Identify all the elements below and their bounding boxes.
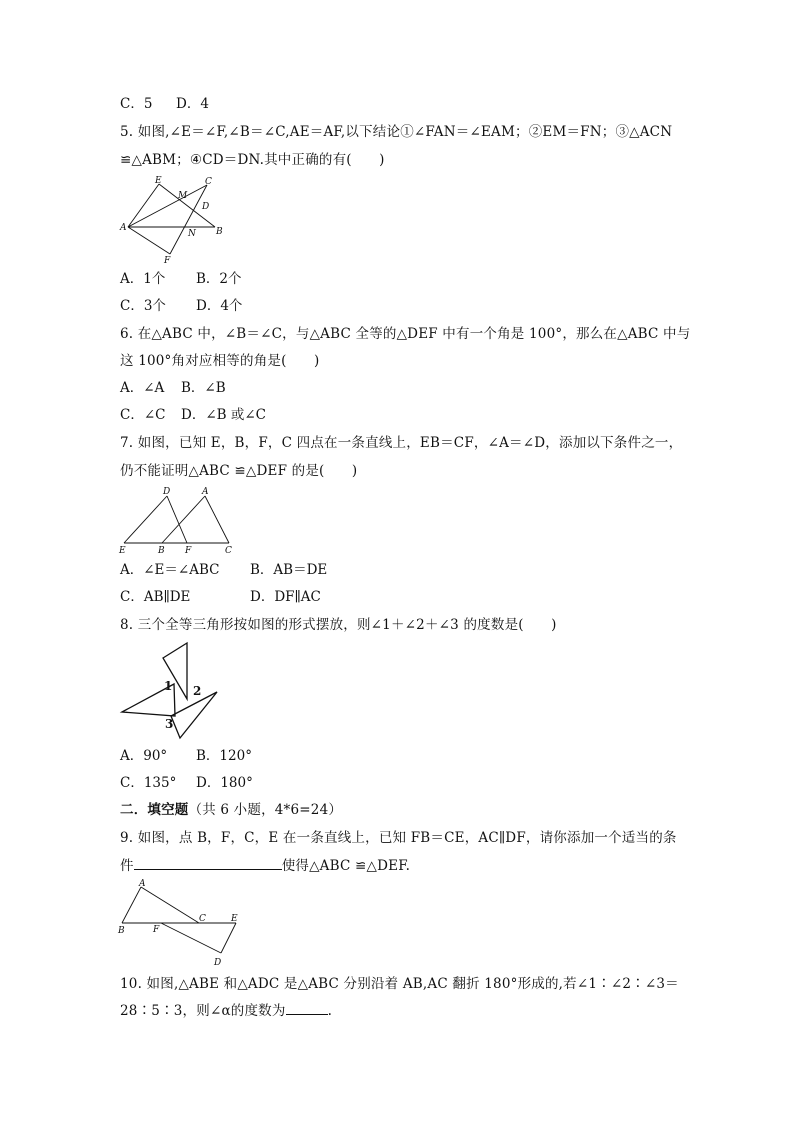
q6-stem-line1: 6. 在△ABC 中，∠B＝∠C，与△ABC 全等的△DEF 中有一个角是 100°，那么在△ABC 中与 [120,326,691,342]
q5-label-b: B [216,227,223,237]
q9-stem-suffix: 使得△ABC ≌△DEF. [281,858,411,874]
q6-option-a: A．∠A [120,380,165,396]
q4-option-d: D．4 [176,96,209,112]
q9-answer-blank[interactable] [134,857,282,870]
q9-label-d: D [214,958,222,968]
q10-stem-line1: 10. 如图,△ABE 和△ADC 是△ABC 分别沿着 AB,AC 翻折 180°形成的,若∠1∶∠2∶∠3＝ [120,976,679,992]
q5-label-a: A [120,223,127,233]
q9-label-a: A [139,879,146,889]
q7-option-a: A．∠E＝∠ABC [120,562,220,578]
q10-answer-blank[interactable] [286,1002,328,1015]
q7-option-b: B．AB＝DE [250,562,328,578]
q5-stem-line1: 5. 如图,∠E＝∠F,∠B＝∠C,AE＝AF,以下结论①∠FAN＝∠EAM；②EM＝FN；③△ACN [120,124,673,140]
q7-label-e: E [119,546,126,556]
q7-label-a: A [202,487,209,497]
q5-label-c: C [205,177,212,187]
q9-stem-line2 [120,857,410,875]
q7-option-d: D．DF∥AC [250,589,321,605]
q7-label-f: F [185,546,192,556]
q8-option-d: D．180° [196,775,253,791]
q5-label-m: M [178,191,188,201]
q7-label-b: B [158,546,165,556]
section-2-note: （共 6 小题，4*6=24） [188,802,343,818]
section-2-header [120,801,342,819]
q8-option-b: B．120° [196,748,252,764]
q7-stem-line2: 仍不能证明△ABC ≌△DEF 的是( ) [120,463,358,479]
q5-figure [118,174,230,266]
q8-figure [116,638,222,742]
q7-label-d: D [163,487,171,497]
q9-figure [116,878,244,968]
q5-option-c: C．3个 [120,298,166,314]
q8-option-c: C．135° [120,775,177,791]
q5-option-a: A．1个 [120,271,166,287]
q9-stem-prefix: 件 [120,858,134,874]
q5-stem-line2: ≌△ABM；④CD＝DN.其中正确的有( ) [120,152,385,168]
q5-label-f: F [164,256,171,266]
q6-option-c: C．∠C [120,407,166,423]
q8-angle-3: 3 [165,717,174,731]
q7-option-c: C．AB∥DE [120,589,191,605]
q4-option-c: C．5 [120,96,153,112]
q9-label-f: F [153,925,160,935]
q9-stem-line1: 9. 如图，点 B，F，C，E 在一条直线上，已知 FB＝CE，AC∥DF，请你添加一个适当的条 [120,830,677,846]
section-2-title: 二．填空题 [120,802,189,818]
q10-stem-line2 [120,1002,332,1020]
q5-option-b: B．2个 [196,271,242,287]
q9-label-b: B [118,926,125,936]
q7-label-c: C [225,546,232,556]
q8-option-a: A．90° [120,748,168,764]
q9-label-c: C [199,914,206,924]
q8-angle-2: 2 [193,684,202,698]
q10-stem-suffix: . [327,1003,333,1019]
q5-option-d: D．4个 [196,298,243,314]
q9-label-e: E [231,914,238,924]
q6-option-d: D．∠B 或∠C [181,407,266,423]
q5-label-e: E [155,176,162,186]
q10-stem-prefix: 28∶5∶3，则∠α的度数为 [120,1003,286,1019]
q7-stem-line1: 7. 如图，已知 E，B，F，C 四点在一条直线上，EB＝CF，∠A＝∠D，添加以下条件之一， [120,435,683,451]
q8-angle-1: 1 [164,679,173,693]
q6-stem-line2: 这 100°角对应相等的角是( ) [120,353,320,369]
q7-figure [116,484,238,556]
q5-label-n: N [188,229,196,239]
q8-stem-line1: 8. 三个全等三角形按如图的形式摆放，则∠1＋∠2＋∠3 的度数是( ) [120,617,557,633]
q6-option-b: B．∠B [181,380,226,396]
q5-label-d: D [202,202,210,212]
